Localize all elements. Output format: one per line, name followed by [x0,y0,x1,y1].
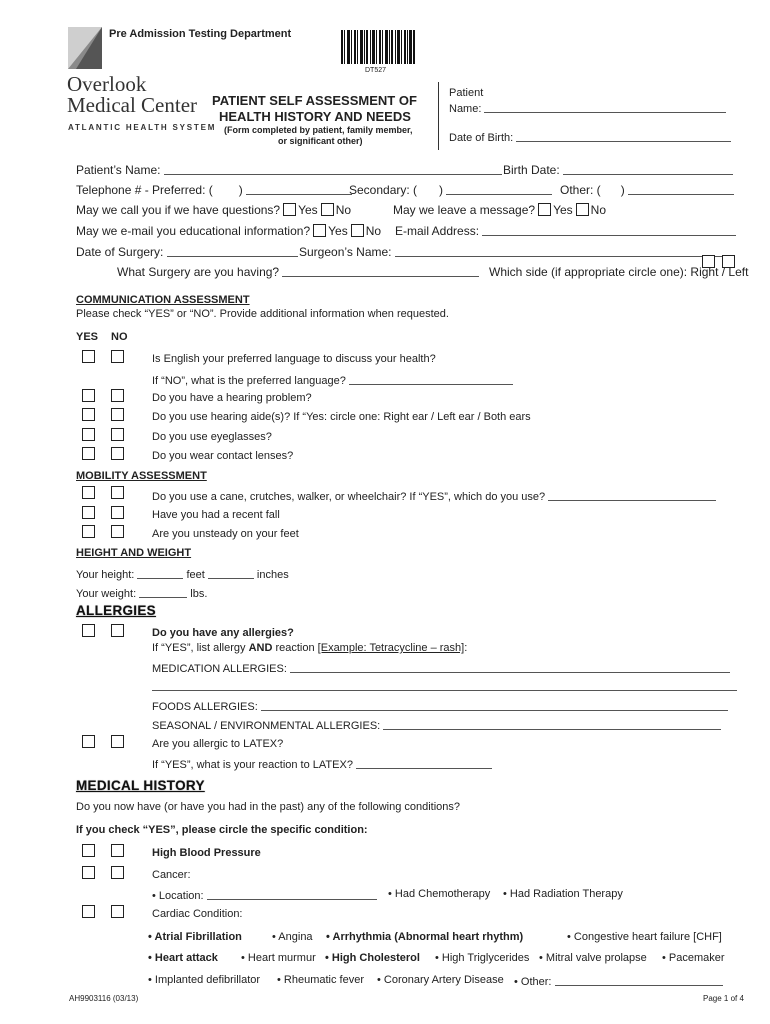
page-number: Page 1 of 4 [703,994,744,1003]
logo-line-3: ATLANTIC HEALTH SYSTEM [68,123,217,132]
allergies-question: Do you have any allergies? [152,627,294,639]
surgeon-name-field[interactable]: Surgeon’s Name: [299,245,735,259]
pacemaker-option[interactable]: • Pacemaker [662,952,725,964]
heart-attack-option[interactable]: • Heart attack [148,952,218,964]
communication-heading: COMMUNICATION ASSESSMENT [76,294,250,306]
angina-option[interactable]: • Angina [272,931,313,943]
cancer-yes-checkbox[interactable] [82,866,95,879]
hearing-yes-checkbox[interactable] [82,389,95,402]
height-field[interactable]: Your height: feet inches [76,569,289,581]
cholesterol-option[interactable]: • High Cholesterol [325,952,420,964]
eyeglasses-no-checkbox[interactable] [111,428,124,441]
form-title-2: HEALTH HISTORY AND NEEDS [219,109,411,124]
cane-yes-checkbox[interactable] [82,486,95,499]
hbp-yes-checkbox[interactable] [82,844,95,857]
cardiac-label: Cardiac Condition: [152,908,243,920]
triglycerides-option[interactable]: • High Triglycerides [435,952,530,964]
form-subtitle-2: or significant other) [278,136,363,146]
logo-line-2: Medical Center [67,93,198,117]
department-label: Pre Admission Testing Department [109,28,292,40]
cane-question[interactable]: Do you use a cane, crutches, walker, or wheelchair? If “YES”, which do you use? [152,489,716,503]
unsteady-no-checkbox[interactable] [111,525,124,538]
medical-history-heading: MEDICAL HISTORY [76,778,205,793]
cardiac-yes-checkbox[interactable] [82,905,95,918]
surgery-type-field[interactable]: What Surgery are you having? [117,265,479,279]
header-name-field[interactable]: Name: [449,101,726,115]
cancer-label: Cancer: [152,869,191,881]
telephone-secondary-field[interactable]: Secondary: ( ) [349,183,552,197]
fall-yes-checkbox[interactable] [82,506,95,519]
communication-instructions: Please check “YES” or “NO”. Provide additional information when requested. [76,308,449,320]
logo-line-1: Overlook [67,72,147,96]
cad-option[interactable]: • Coronary Artery Disease [377,974,504,986]
language-yes-checkbox[interactable] [82,350,95,363]
defibrillator-option[interactable]: • Implanted defibrillator [148,974,261,986]
allergies-heading: ALLERGIES [76,603,156,618]
cancer-location-field[interactable]: • Location: [152,888,377,902]
murmur-option[interactable]: • Heart murmur [241,952,316,964]
other-condition-field[interactable]: • Other: [514,974,723,988]
latex-yes-checkbox[interactable] [82,735,95,748]
call-no-checkbox[interactable] [321,203,334,216]
eyeglasses-yes-checkbox[interactable] [82,428,95,441]
hbp-no-checkbox[interactable] [111,844,124,857]
header-divider [438,82,439,150]
language-question: Is English your preferred language to discuss your health? [152,353,436,365]
form-code: AH9903116 (03/13) [69,994,139,1003]
hearing-aid-no-checkbox[interactable] [111,408,124,421]
medication-allergies-line-2[interactable] [152,690,737,691]
seasonal-allergies-field[interactable]: SEASONAL / ENVIRONMENTAL ALLERGIES: [152,718,721,732]
col-no-label: NO [111,331,128,343]
col-yes-label: YES [76,331,99,343]
latex-no-checkbox[interactable] [111,735,124,748]
preferred-language-field[interactable]: If “NO”, what is the preferred language? [152,373,513,387]
medication-allergies-field[interactable]: MEDICATION ALLERGIES: [152,661,730,675]
unsteady-question: Are you unsteady on your feet [152,528,299,540]
telephone-other-field[interactable]: Other: ( ) [560,183,734,197]
eyeglasses-question: Do you use eyeglasses? [152,431,272,443]
language-no-checkbox[interactable] [111,350,124,363]
surgery-date-field[interactable]: Date of Surgery: [76,245,298,259]
afib-option[interactable]: • Atrial Fibrillation [148,931,242,943]
conditions-question: Do you now have (or have you had in the past) any of the following conditions? [76,801,461,813]
birth-date-field[interactable]: Birth Date: [503,163,733,177]
allergies-yes-checkbox[interactable] [82,624,95,637]
message-question: May we leave a message? Yes No [393,203,606,217]
logo-mark [68,27,102,69]
height-weight-heading: HEIGHT AND WEIGHT [76,547,192,559]
form-title-1: PATIENT SELF ASSESSMENT OF [212,93,417,108]
barcode-graphic [341,30,415,64]
chf-option[interactable]: • Congestive heart failure [CHF] [567,931,722,943]
fall-no-checkbox[interactable] [111,506,124,519]
weight-field[interactable]: Your weight: lbs. [76,588,208,600]
contacts-no-checkbox[interactable] [111,447,124,460]
cardiac-no-checkbox[interactable] [111,905,124,918]
message-yes-checkbox[interactable] [538,203,551,216]
hearing-aid-yes-checkbox[interactable] [82,408,95,421]
side-question[interactable]: Which side (if appropriate circle one): Right / Left [489,265,749,279]
conditions-instructions: If you check “YES”, please circle the specific condition: [76,824,368,836]
message-no-checkbox[interactable] [576,203,589,216]
barcode-code: DT527 [365,67,387,74]
fall-question: Have you had a recent fall [152,509,280,521]
cancer-no-checkbox[interactable] [111,866,124,879]
unsteady-yes-checkbox[interactable] [82,525,95,538]
allergies-instructions: If “YES”, list allergy AND reaction [Example: Tetracycline – rash]: [152,642,468,654]
arrhythmia-option[interactable]: • Arrhythmia (Abnormal heart rhythm) [326,931,524,943]
hearing-aid-question: Do you use hearing aide(s)? If “Yes: circle one: Right ear / Left ear / Both ears [152,411,531,423]
latex-question: Are you allergic to LATEX? [152,738,284,750]
email-yes-checkbox[interactable] [313,224,326,237]
header-dob-field[interactable]: Date of Birth: [449,130,731,144]
hbp-label[interactable]: High Blood Pressure [152,847,261,859]
call-yes-checkbox[interactable] [283,203,296,216]
hearing-question: Do you have a hearing problem? [152,392,312,404]
email-no-checkbox[interactable] [351,224,364,237]
mobility-heading: MOBILITY ASSESSMENT [76,470,207,482]
food-allergies-field[interactable]: FOODS ALLERGIES: [152,699,728,713]
chemo-option[interactable]: • Had Chemotherapy [388,888,491,900]
allergies-no-checkbox[interactable] [111,624,124,637]
email-question: May we e-mail you educational information? Yes No [76,224,382,238]
radiation-option[interactable]: • Had Radiation Therapy [503,888,623,900]
rheumatic-option[interactable]: • Rheumatic fever [277,974,364,986]
telephone-preferred-field[interactable]: Telephone # - Preferred: ( ) [76,183,352,197]
latex-reaction-field[interactable]: If “YES”, what is your reaction to LATEX? [152,757,492,771]
contacts-yes-checkbox[interactable] [82,447,95,460]
contacts-question: Do you wear contact lenses? [152,450,294,462]
cane-no-checkbox[interactable] [111,486,124,499]
hearing-no-checkbox[interactable] [111,389,124,402]
patient-label: Patient [449,87,484,99]
form-subtitle-1: (Form completed by patient, family member, [224,125,413,135]
mitral-option[interactable]: • Mitral valve prolapse [539,952,647,964]
patient-name-field[interactable]: Patient’s Name: [76,163,502,177]
email-address-field[interactable]: E-mail Address: [395,224,736,238]
call-question: May we call you if we have questions? Yes No [76,203,352,217]
